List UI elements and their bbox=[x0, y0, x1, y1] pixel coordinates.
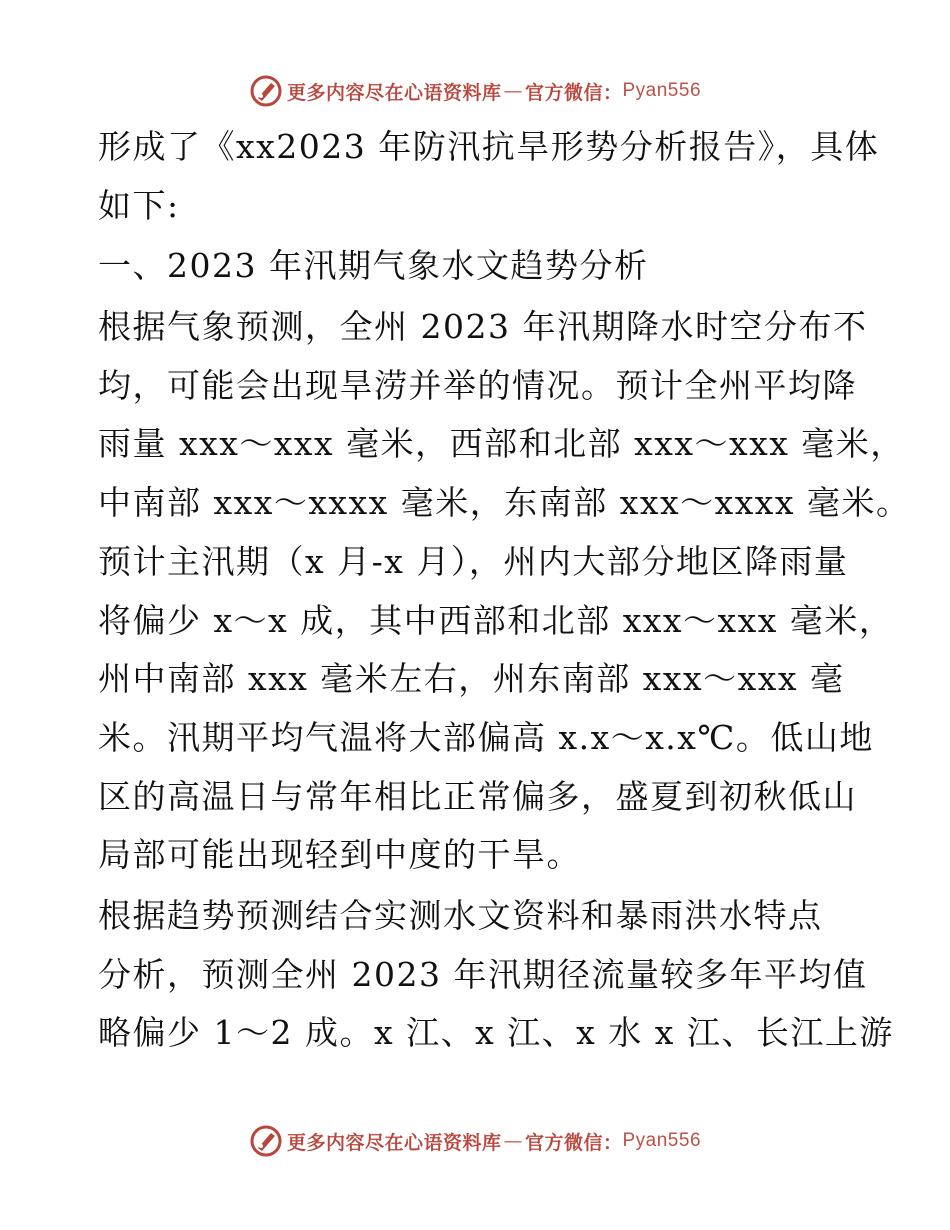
text-line: 预计主汛期（x 月-x 月），州内大部分地区降雨量 bbox=[98, 541, 849, 581]
header-watermark bbox=[0, 74, 950, 108]
watermark-wechat-id: Pyan556 bbox=[622, 1130, 702, 1151]
text-line: 区的高温日与常年相比正常偏多，盛夏到初秋低山 bbox=[98, 776, 857, 816]
text-line: 根据气象预测，全州 2023 年汛期降水时空分布不 bbox=[98, 307, 868, 347]
watermark-separator: — bbox=[503, 1130, 523, 1152]
text-line: 均，可能会出现旱涝并举的情况。预计全州平均降 bbox=[98, 365, 857, 405]
text-line: 州中南部 xxx 毫米左右，州东南部 xxx～xxx 毫 bbox=[98, 659, 845, 699]
text-line: 将偏少 x～x 成，其中西部和北部 xxx～xxx 毫米， bbox=[98, 600, 894, 640]
watermark-brand: 更多内容尽在心语资料库 bbox=[286, 81, 502, 104]
paragraph-runoff bbox=[98, 887, 894, 1063]
text-line: 根据趋势预测结合实测水文资料和暴雨洪水特点 bbox=[98, 895, 823, 935]
watermark-official: 官方微信： bbox=[524, 81, 623, 104]
paragraph-intro bbox=[98, 118, 880, 235]
watermark-official: 官方微信： bbox=[524, 1131, 623, 1154]
logo-icon bbox=[249, 74, 283, 108]
footer-watermark bbox=[0, 1124, 950, 1158]
watermark-wechat-id: Pyan556 bbox=[622, 80, 702, 101]
heading-line: 一、2023 年汛期气象水文趋势分析 bbox=[98, 246, 649, 286]
text-line: 中南部 xxx～xxxx 毫米，东南部 xxx～xxxx 毫米。 bbox=[98, 483, 911, 523]
text-line: 分析，预测全州 2023 年汛期径流量较多年平均值 bbox=[98, 954, 868, 994]
text-line: 略偏少 1～2 成。x 江、x 江、x 水 x 江、长江上游 bbox=[98, 1013, 894, 1053]
text-line: 米。汛期平均气温将大部偏高 x.x～x.x℃。低山地 bbox=[98, 717, 874, 757]
watermark-brand: 更多内容尽在心语资料库 bbox=[286, 1131, 502, 1154]
section-heading bbox=[98, 237, 868, 296]
text-line: 雨量 xxx～xxx 毫米，西部和北部 xxx～xxx 毫米， bbox=[98, 424, 905, 464]
logo-icon bbox=[249, 1124, 283, 1158]
watermark-separator: — bbox=[503, 80, 523, 102]
paragraph-forecast bbox=[98, 298, 911, 885]
document-body bbox=[98, 118, 911, 1063]
text-line: 形成了《xx2023 年防汛抗旱形势分析报告》，具体 bbox=[98, 127, 880, 166]
text-line: 如下: bbox=[98, 185, 180, 225]
text-line: 局部可能出现轻到中度的干旱。 bbox=[98, 835, 581, 875]
